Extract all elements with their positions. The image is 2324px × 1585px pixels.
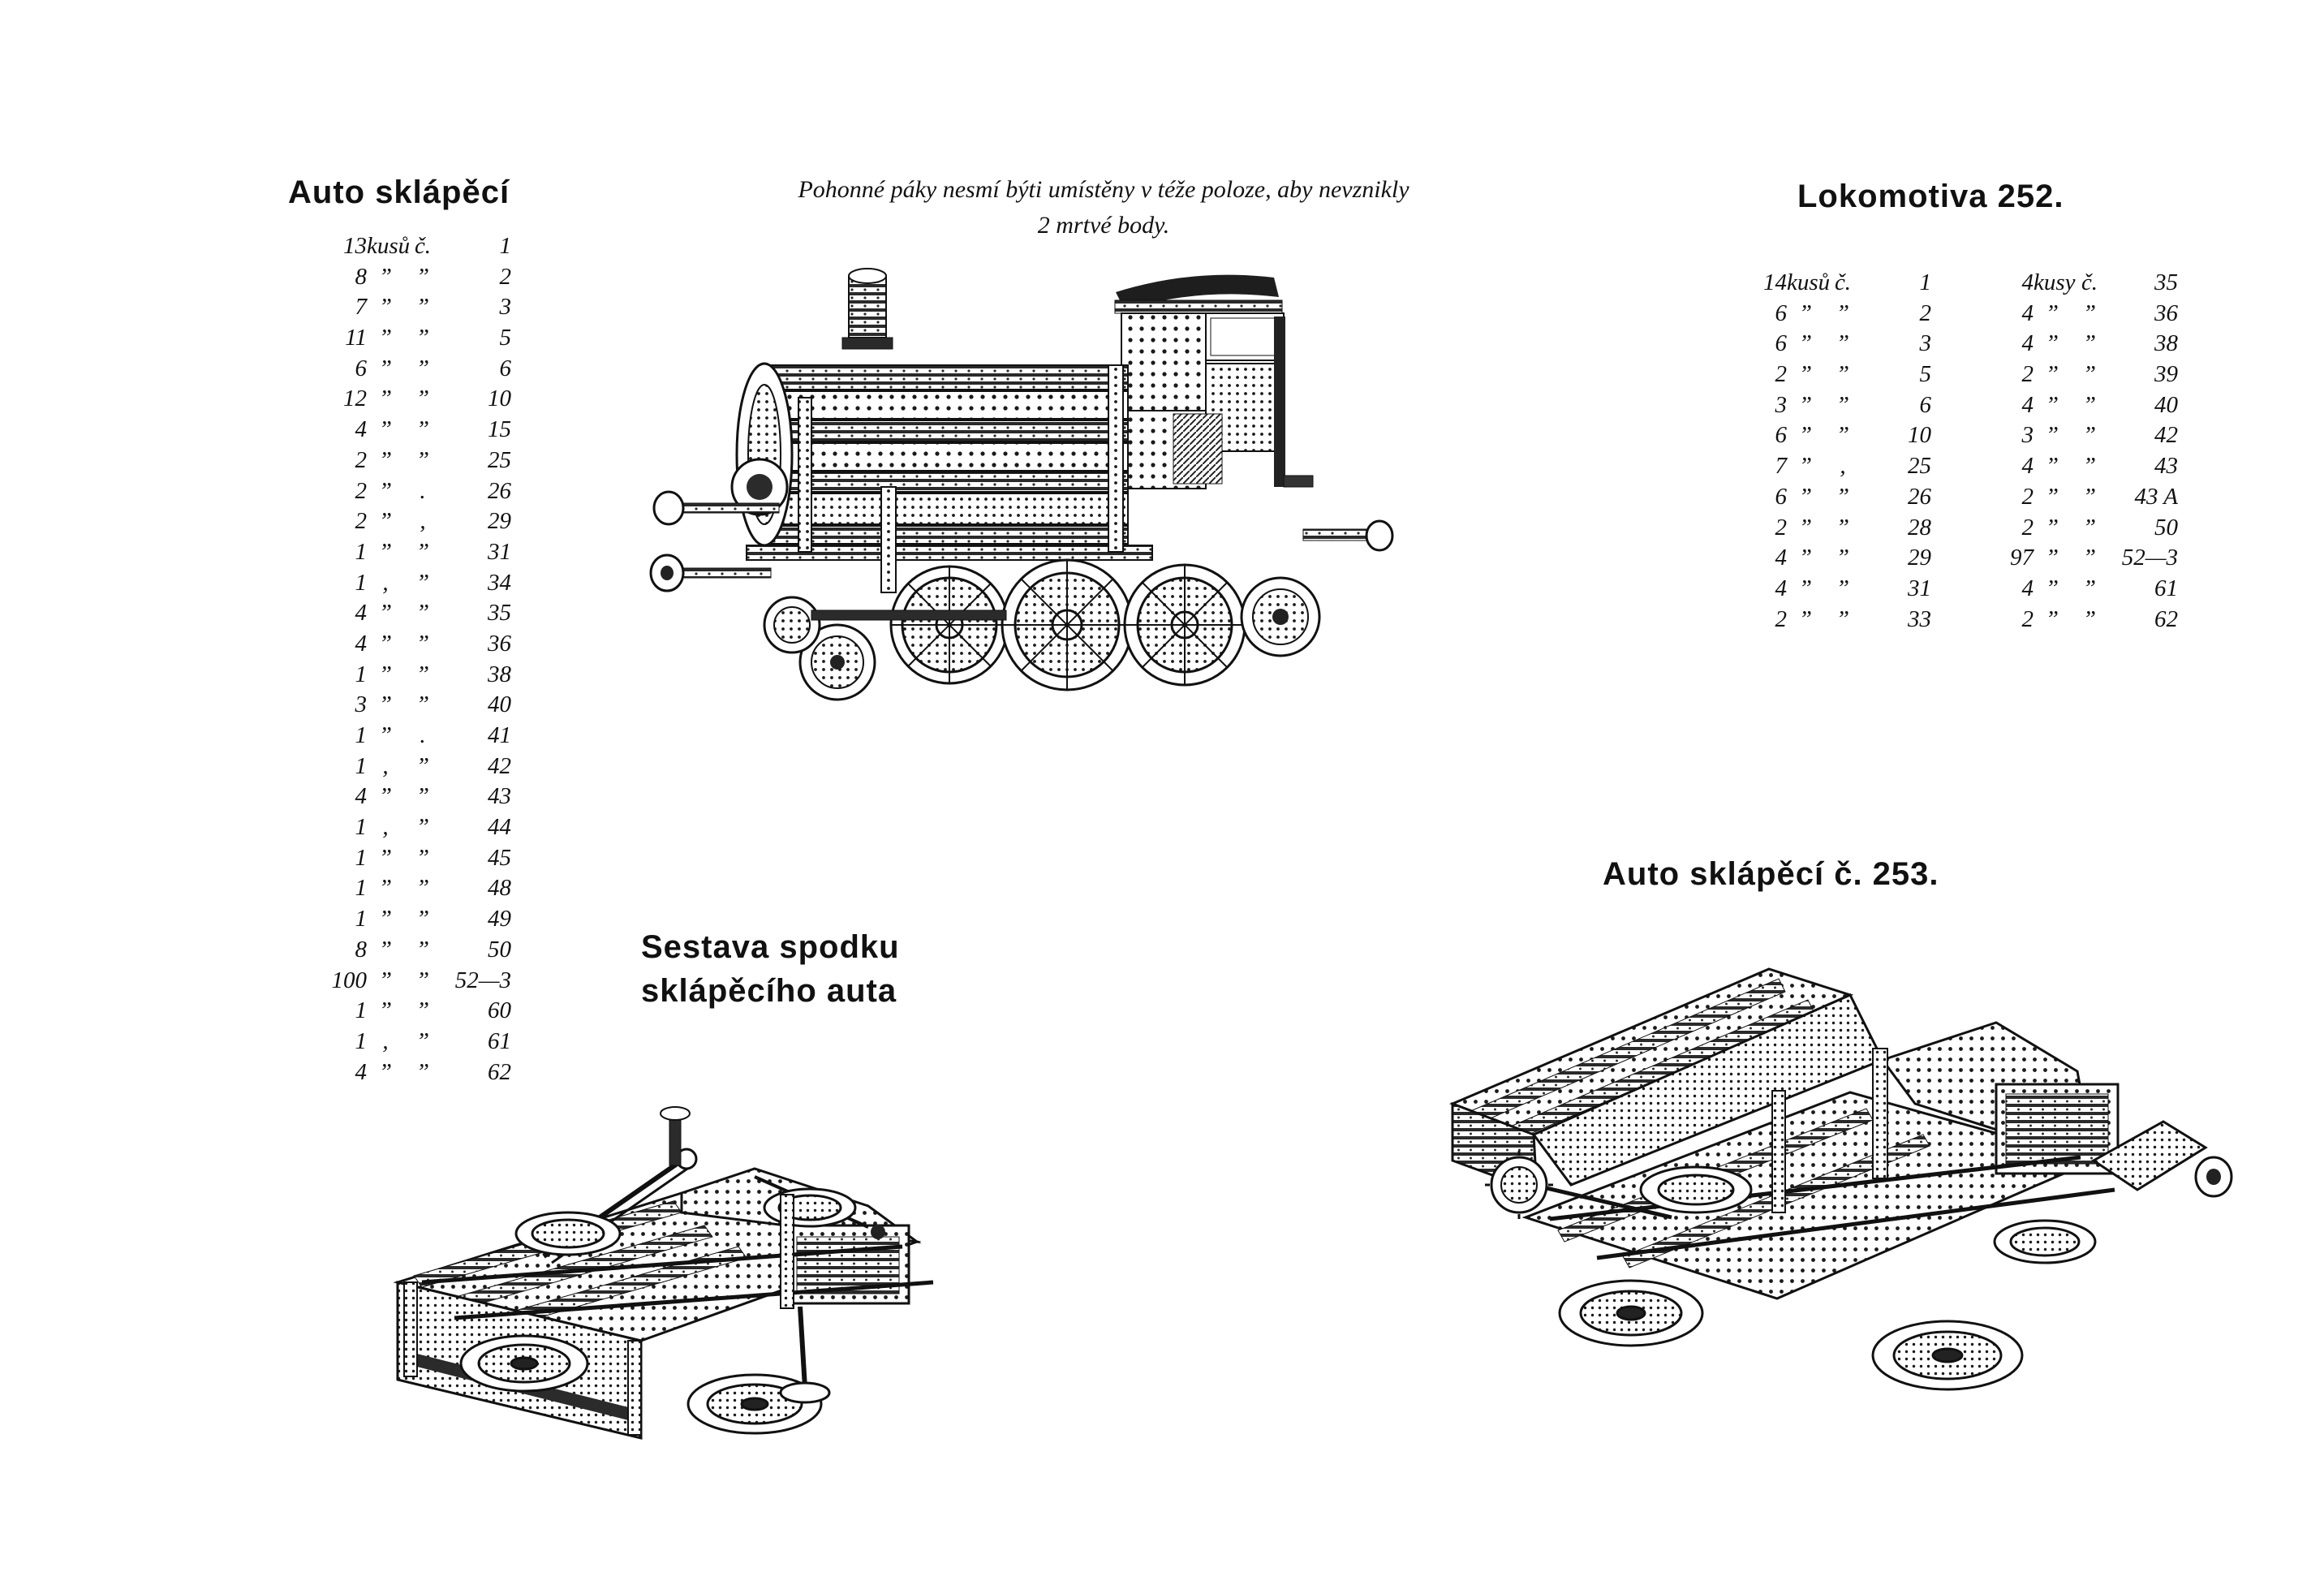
part-unit-ditto-2: ” (415, 355, 430, 381)
lokomotiva-part-row (1975, 482, 2178, 513)
part-unit-ditto-1: ” (1798, 422, 1813, 449)
part-unit-ditto-2: ” (2082, 453, 2097, 480)
part-quantity: 1 (355, 538, 367, 565)
part-unit-ditto-2: ” (415, 906, 430, 932)
part-quantity: 6 (355, 355, 367, 381)
auto-sklapeci-part-row (308, 384, 511, 415)
part-number: 43 (488, 783, 511, 810)
auto-sklapeci-part-row (308, 231, 511, 262)
tipper-chassis-illustration (300, 1039, 1079, 1445)
part-unit-ditto-2: ” (415, 875, 430, 902)
lokomotiva-part-row (1728, 268, 1931, 299)
lokomotiva-part-row (1975, 390, 2178, 421)
lokomotiva-part-row (1728, 329, 1931, 360)
part-unit-ditto-1: ” (1798, 483, 1813, 510)
part-number: 25 (1908, 453, 1931, 480)
part-quantity: 14 (1763, 269, 1787, 295)
part-quantity: 1 (355, 569, 367, 596)
lokomotiva-part-row (1728, 390, 1931, 421)
part-unit-ditto-2: ” (415, 294, 430, 321)
part-number: 3 (1919, 330, 1931, 357)
part-unit-ditto-1: ” (378, 691, 393, 718)
part-quantity: 1 (355, 875, 367, 902)
part-unit-ditto-1: , (382, 1027, 389, 1054)
lokomotiva-part-row (1728, 420, 1931, 451)
part-quantity: 6 (1775, 422, 1787, 449)
part-quantity: 1 (355, 814, 367, 841)
part-unit-ditto-1: ” (2045, 575, 2059, 601)
auto-sklapeci-part-row (308, 966, 511, 997)
part-unit-ditto-1: ” (378, 844, 393, 871)
part-quantity: 2 (355, 508, 367, 535)
part-number: 40 (2154, 391, 2178, 418)
auto-sklapeci-part-row (308, 446, 511, 476)
part-unit-ditto-1: ” (378, 997, 393, 1024)
part-number: 31 (1908, 575, 1931, 601)
part-number: 43 (2154, 453, 2178, 480)
part-unit-ditto-2: ” (415, 630, 430, 657)
part-quantity: 4 (355, 630, 367, 657)
auto-sklapeci-part-row (308, 690, 511, 721)
part-unit-ditto-1: ” (378, 385, 393, 412)
part-unit-ditto-1: ” (2045, 422, 2059, 449)
part-unit-ditto-2: ” (415, 691, 430, 718)
part-unit-ditto-1: ” (1798, 453, 1813, 480)
auto-sklapeci-part-row (308, 629, 511, 660)
part-quantity: 2 (2021, 361, 2034, 388)
part-quantity: 6 (1775, 330, 1787, 357)
part-quantity: 2 (355, 477, 367, 504)
part-number: 3 (499, 294, 511, 321)
part-unit-ditto-1: ” (378, 967, 393, 993)
auto-sklapeci-part-row (308, 752, 511, 782)
part-unit-ditto-1: ” (2045, 299, 2059, 326)
part-unit-ditto-2: ” (2082, 575, 2097, 601)
part-unit-ditto-2: ” (415, 844, 430, 871)
part-unit-ditto-2: . (420, 477, 426, 504)
part-unit-ditto-2: ” (2082, 605, 2097, 632)
part-unit-ditto-2: ” (415, 1058, 430, 1085)
part-unit-ditto-1: ” (378, 936, 393, 963)
part-unit-ditto-2: ” (415, 661, 430, 687)
lokomotiva-part-row (1728, 482, 1931, 513)
part-unit-ditto-1: ” (378, 538, 393, 565)
lokomotiva-part-row (1975, 268, 2178, 299)
lokomotiva-part-row (1728, 513, 1931, 544)
tipper-truck-illustration (1428, 917, 2240, 1445)
part-unit-ditto-2: ” (1836, 299, 1850, 326)
part-unit-ditto-2: č. (414, 233, 432, 259)
note-line-1: Pohonné páky nesmí býti umístěny v téže poloze, aby nevznikly (798, 176, 1409, 203)
part-quantity: 4 (2021, 575, 2034, 601)
part-unit-ditto-2: ” (415, 538, 430, 565)
part-unit-ditto-2: ” (1836, 514, 1850, 541)
part-number: 5 (499, 325, 511, 351)
part-unit-ditto-1: ” (378, 722, 393, 748)
sestava-heading-line-1: Sestava spodku (641, 929, 900, 965)
note-text (682, 172, 1526, 243)
page-title-lokomotiva: Lokomotiva 252. (1797, 179, 2064, 214)
part-quantity: 4 (2021, 453, 2034, 480)
part-quantity: 1 (355, 752, 367, 779)
part-unit-ditto-1: ” (378, 600, 393, 627)
auto-sklapeci-part-row (308, 996, 511, 1027)
lokomotiva-part-row (1975, 360, 2178, 390)
part-number: 39 (2154, 361, 2178, 388)
part-unit-ditto-2: č. (2081, 269, 2098, 295)
parts-list-column-2 (1975, 268, 2178, 635)
part-quantity: 4 (2021, 330, 2034, 357)
sestava-heading-line-2: sklápěcího auta (641, 973, 897, 1009)
part-unit-ditto-1: ” (378, 508, 393, 535)
part-number: 38 (2154, 330, 2178, 357)
part-quantity: 11 (345, 325, 367, 351)
part-unit-ditto-1: ” (2045, 391, 2059, 418)
part-unit-ditto-1: ” (1798, 391, 1813, 418)
auto-sklapeci-part-row (308, 415, 511, 446)
lokomotiva-part-row (1975, 420, 2178, 451)
part-number: 41 (488, 722, 511, 748)
part-number: 29 (488, 508, 511, 535)
part-number: 1 (499, 233, 511, 259)
part-unit-ditto-2: ” (1836, 483, 1850, 510)
auto-sklapeci-part-row (308, 476, 511, 507)
part-unit-ditto-2: ” (2082, 361, 2097, 388)
auto-sklapeci-part-row (308, 660, 511, 691)
part-number: 62 (488, 1058, 511, 1085)
part-number: 34 (488, 569, 511, 596)
auto-sklapeci-part-row (308, 568, 511, 599)
auto-sklapeci-part-row (308, 904, 511, 935)
part-number: 6 (499, 355, 511, 381)
part-quantity: 4 (1775, 545, 1787, 571)
lokomotiva-part-row (1728, 299, 1931, 329)
auto-sklapeci-part-row (308, 935, 511, 966)
part-number: 15 (488, 416, 511, 443)
part-unit-ditto-1: kusy (2034, 269, 2076, 295)
part-unit-ditto-2: ” (2082, 422, 2097, 449)
part-unit-ditto-2: ” (2082, 391, 2097, 418)
part-quantity: 2 (1775, 605, 1787, 632)
lokomotiva-part-row (1728, 360, 1931, 390)
part-unit-ditto-2: ” (415, 446, 430, 473)
lokomotiva-part-row (1975, 574, 2178, 605)
part-number: 36 (488, 630, 511, 657)
lokomotiva-part-row (1975, 513, 2178, 544)
part-unit-ditto-1: ” (2045, 483, 2059, 510)
lokomotiva-part-row (1728, 451, 1931, 482)
part-number: 40 (488, 691, 511, 718)
part-quantity: 2 (2021, 605, 2034, 632)
auto-sklapeci-part-row (308, 262, 511, 293)
part-unit-ditto-2: , (420, 508, 426, 535)
locomotive-illustration (625, 243, 1623, 812)
part-number: 38 (488, 661, 511, 687)
parts-list-column-1 (1728, 268, 1931, 635)
part-unit-ditto-2: ” (2082, 299, 2097, 326)
part-quantity: 4 (355, 416, 367, 443)
part-unit-ditto-1: ” (1798, 299, 1813, 326)
page-title-auto-sklapeci-253: Auto sklápěcí č. 253. (1603, 856, 1939, 892)
part-number: 50 (2154, 514, 2178, 541)
auto-sklapeci-part-row (308, 292, 511, 323)
part-unit-ditto-2: ” (2082, 514, 2097, 541)
part-unit-ditto-2: ” (1836, 545, 1850, 571)
part-unit-ditto-1: ” (378, 906, 393, 932)
part-quantity: 4 (355, 600, 367, 627)
part-unit-ditto-1: kusů (367, 233, 411, 259)
part-number: 1 (1919, 269, 1931, 295)
part-unit-ditto-1: ” (378, 263, 393, 290)
part-unit-ditto-1: ” (1798, 575, 1813, 601)
part-unit-ditto-1: ” (2045, 361, 2059, 388)
part-quantity: 2 (1775, 514, 1787, 541)
part-number: 10 (1908, 422, 1931, 449)
part-quantity: 7 (355, 294, 367, 321)
part-unit-ditto-1: ” (378, 783, 393, 810)
part-unit-ditto-2: ” (1836, 422, 1850, 449)
part-unit-ditto-2: ” (415, 752, 430, 779)
part-number: 52—3 (2121, 545, 2178, 571)
part-number: 42 (488, 752, 511, 779)
part-number: 35 (2154, 269, 2178, 295)
auto-sklapeci-part-row (308, 354, 511, 385)
part-quantity: 6 (1775, 299, 1787, 326)
part-quantity: 97 (2010, 545, 2034, 571)
part-number: 26 (488, 477, 511, 504)
part-unit-ditto-2: ” (1836, 605, 1850, 632)
part-unit-ditto-1: ” (378, 416, 393, 443)
part-quantity: 8 (355, 263, 367, 290)
part-number: 44 (488, 814, 511, 841)
part-quantity: 1 (355, 997, 367, 1024)
part-unit-ditto-2: ” (415, 416, 430, 443)
part-quantity: 3 (2021, 422, 2034, 449)
auto-sklapeci-part-row (308, 721, 511, 752)
part-unit-ditto-2: ” (415, 814, 430, 841)
part-unit-ditto-1: ” (2045, 453, 2059, 480)
page-title-auto-sklapeci: Auto sklápěcí (288, 174, 510, 210)
part-unit-ditto-1: ” (378, 661, 393, 687)
part-unit-ditto-1: ” (2045, 545, 2059, 571)
auto-sklapeci-part-row (308, 537, 511, 568)
part-unit-ditto-2: ” (415, 600, 430, 627)
lokomotiva-part-row (1975, 451, 2178, 482)
lokomotiva-part-row (1975, 329, 2178, 360)
parts-list-lokomotiva (1728, 268, 2178, 635)
part-unit-ditto-1: ” (2045, 330, 2059, 357)
part-number: 2 (499, 263, 511, 290)
auto-sklapeci-part-row (308, 812, 511, 843)
part-number: 33 (1908, 605, 1931, 632)
part-number: 45 (488, 844, 511, 871)
part-unit-ditto-2: ” (415, 967, 430, 993)
lokomotiva-part-row (1728, 605, 1931, 635)
part-number: 49 (488, 906, 511, 932)
part-number: 42 (2154, 422, 2178, 449)
part-number: 26 (1908, 483, 1931, 510)
part-quantity: 4 (1775, 575, 1787, 601)
part-quantity: 4 (355, 1058, 367, 1085)
part-quantity: 12 (343, 385, 367, 412)
part-unit-ditto-1: ” (378, 1058, 393, 1085)
part-unit-ditto-1: , (382, 814, 389, 841)
part-number: 5 (1919, 361, 1931, 388)
part-quantity: 4 (355, 783, 367, 810)
part-unit-ditto-1: ” (1798, 330, 1813, 357)
part-quantity: 6 (1775, 483, 1787, 510)
part-number: 52—3 (454, 967, 511, 993)
part-quantity: 13 (343, 233, 367, 259)
auto-sklapeci-part-row (308, 598, 511, 629)
part-unit-ditto-1: ” (378, 355, 393, 381)
part-unit-ditto-2: ” (415, 263, 430, 290)
note-line-2: 2 mrtvé body. (1037, 211, 1170, 239)
auto-sklapeci-part-row (308, 873, 511, 904)
lokomotiva-part-row (1728, 574, 1931, 605)
part-number: 62 (2154, 605, 2178, 632)
part-number: 36 (2154, 299, 2178, 326)
part-quantity: 2 (1775, 361, 1787, 388)
part-quantity: 3 (355, 691, 367, 718)
part-quantity: 2 (355, 446, 367, 473)
part-unit-ditto-2: ” (1836, 391, 1850, 418)
part-quantity: 100 (331, 967, 367, 993)
part-number: 10 (488, 385, 511, 412)
part-number: 6 (1919, 391, 1931, 418)
part-unit-ditto-1: ” (1798, 545, 1813, 571)
part-unit-ditto-1: ” (2045, 514, 2059, 541)
part-quantity: 3 (1775, 391, 1787, 418)
part-quantity: 7 (1775, 453, 1787, 480)
part-quantity: 4 (2021, 269, 2034, 295)
part-unit-ditto-1: ” (378, 294, 393, 321)
part-unit-ditto-1: , (382, 752, 389, 779)
part-number: 48 (488, 875, 511, 902)
part-number: 25 (488, 446, 511, 473)
auto-sklapeci-part-row (308, 506, 511, 537)
part-unit-ditto-2: , (1840, 453, 1846, 480)
part-number: 61 (488, 1027, 511, 1054)
part-quantity: 1 (355, 661, 367, 687)
part-number: 60 (488, 997, 511, 1024)
part-unit-ditto-2: ” (415, 936, 430, 963)
part-unit-ditto-2: ” (415, 1027, 430, 1054)
part-unit-ditto-1: ” (378, 875, 393, 902)
part-unit-ditto-2: ” (1836, 575, 1850, 601)
part-number: 29 (1908, 545, 1931, 571)
part-number: 31 (488, 538, 511, 565)
lokomotiva-part-row (1728, 543, 1931, 574)
parts-list-auto-sklapeci (308, 231, 511, 1088)
lokomotiva-part-row (1975, 543, 2178, 574)
part-quantity: 2 (2021, 483, 2034, 510)
part-unit-ditto-1: ” (1798, 361, 1813, 388)
lokomotiva-part-row (1975, 299, 2178, 329)
part-unit-ditto-2: ” (1836, 361, 1850, 388)
part-quantity: 8 (355, 936, 367, 963)
part-number: 28 (1908, 514, 1931, 541)
part-quantity: 2 (2021, 514, 2034, 541)
part-quantity: 1 (355, 722, 367, 748)
part-unit-ditto-2: . (420, 722, 426, 748)
part-quantity: 4 (2021, 391, 2034, 418)
part-unit-ditto-1: ” (1798, 514, 1813, 541)
part-unit-ditto-1: ” (378, 446, 393, 473)
part-number: 2 (1919, 299, 1931, 326)
part-number: 35 (488, 600, 511, 627)
part-quantity: 1 (355, 844, 367, 871)
page-title-sestava-spodku (641, 925, 900, 1013)
part-unit-ditto-2: č. (1834, 269, 1852, 295)
part-unit-ditto-1: ” (378, 630, 393, 657)
part-unit-ditto-2: ” (415, 325, 430, 351)
part-unit-ditto-2: ” (415, 385, 430, 412)
part-unit-ditto-2: ” (2082, 330, 2097, 357)
auto-sklapeci-part-row (308, 843, 511, 874)
part-unit-ditto-1: ” (2045, 605, 2059, 632)
part-unit-ditto-1: kusů (1787, 269, 1831, 295)
part-unit-ditto-2: ” (1836, 330, 1850, 357)
part-unit-ditto-1: ” (378, 325, 393, 351)
part-quantity: 1 (355, 906, 367, 932)
part-unit-ditto-2: ” (2082, 483, 2097, 510)
lokomotiva-part-row (1975, 605, 2178, 635)
part-number: 43 A (2134, 483, 2178, 510)
auto-sklapeci-part-row (308, 323, 511, 354)
part-quantity: 1 (355, 1027, 367, 1054)
part-number: 61 (2154, 575, 2178, 601)
part-unit-ditto-2: ” (2082, 545, 2097, 571)
part-unit-ditto-2: ” (415, 783, 430, 810)
part-unit-ditto-1: ” (1798, 605, 1813, 632)
part-quantity: 4 (2021, 299, 2034, 326)
part-unit-ditto-1: , (382, 569, 389, 596)
part-number: 50 (488, 936, 511, 963)
part-unit-ditto-1: ” (378, 477, 393, 504)
part-unit-ditto-2: ” (415, 997, 430, 1024)
auto-sklapeci-part-row (308, 782, 511, 812)
part-unit-ditto-2: ” (415, 569, 430, 596)
